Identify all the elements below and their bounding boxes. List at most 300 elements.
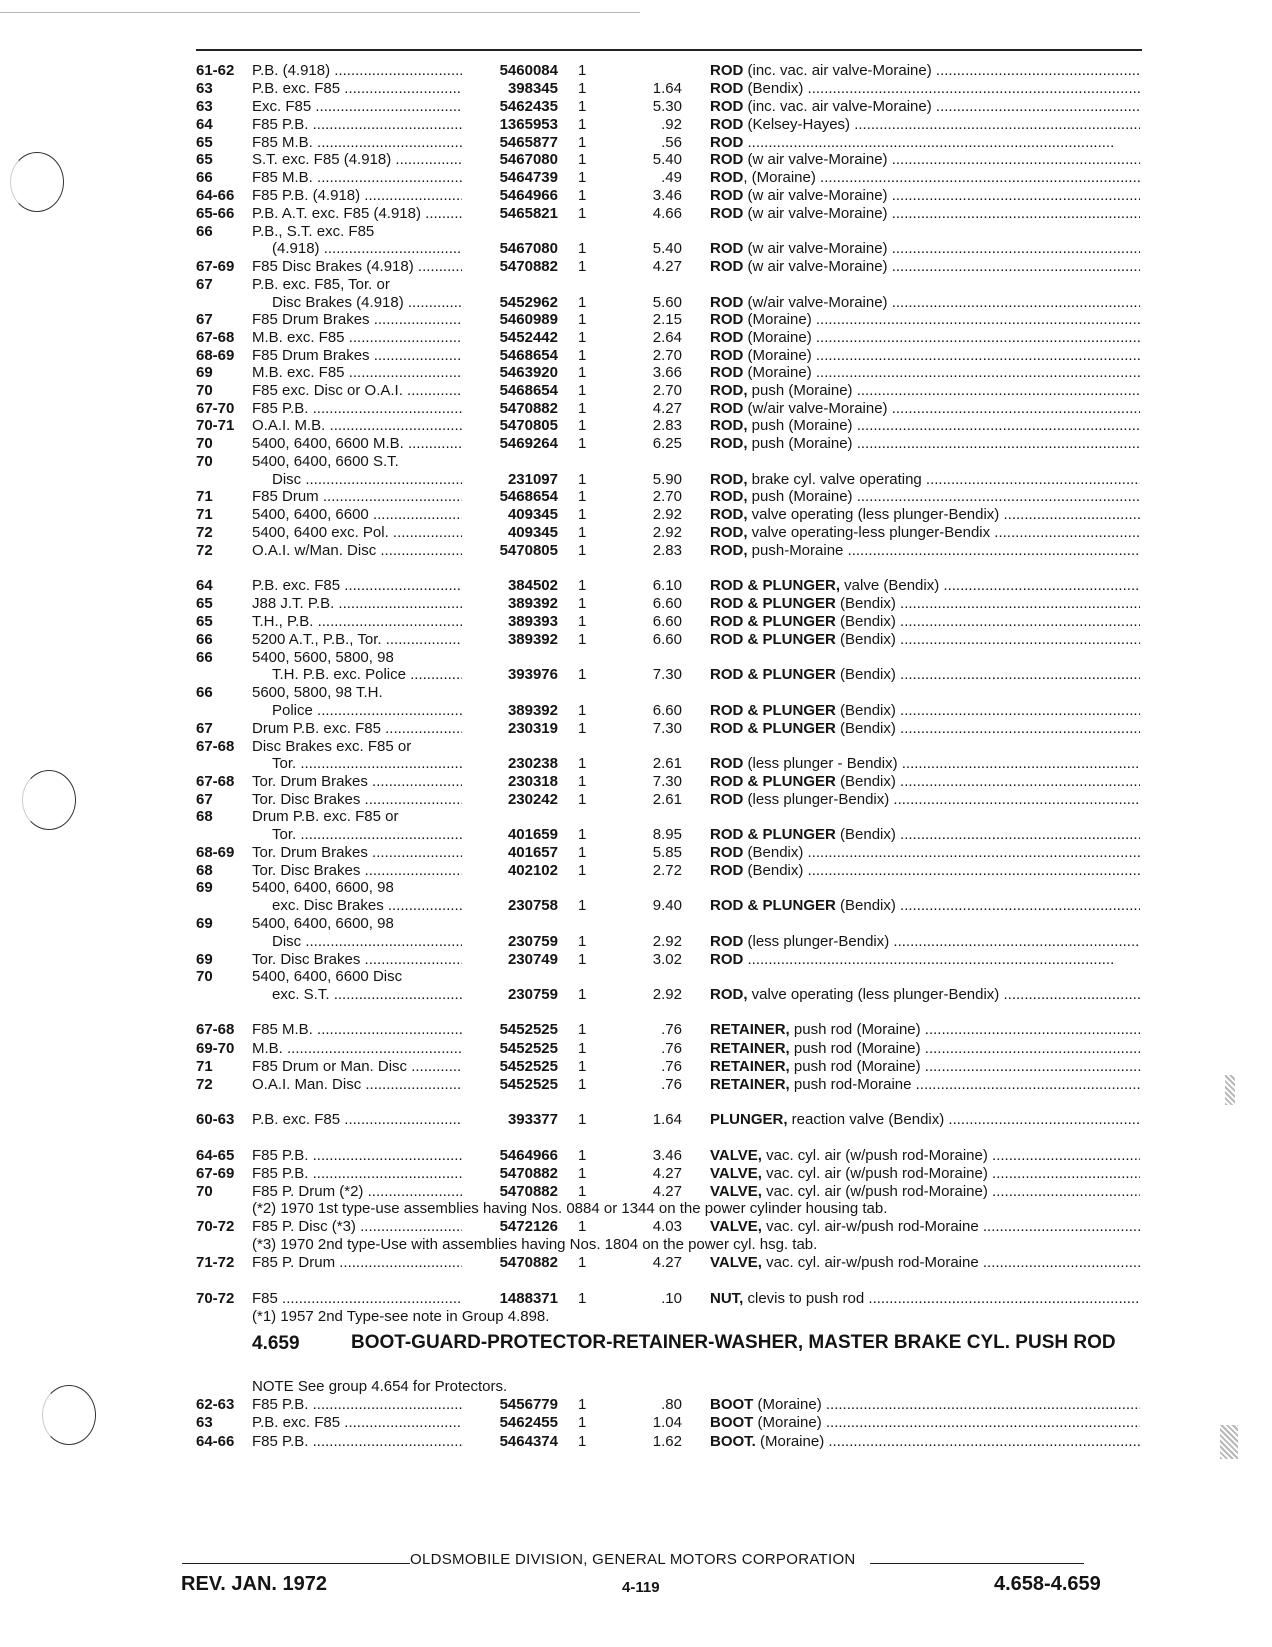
quantity: 1	[578, 134, 587, 151]
price: 3.46	[652, 1147, 682, 1164]
quantity: 1	[578, 702, 587, 719]
part-detail: (Bendix)	[835, 773, 896, 790]
part-number: 230759	[507, 933, 558, 950]
quantity: 1	[578, 1040, 587, 1057]
part-name: ROD	[710, 169, 744, 186]
description	[710, 506, 1140, 525]
quantity: 1	[578, 187, 587, 204]
part-name: ROD & PLUNGER	[710, 826, 836, 843]
model-year: 67-70	[196, 400, 235, 417]
part-number: 5452525	[499, 1021, 558, 1038]
application: F85 P. Disc (*3) .....	[252, 1218, 462, 1237]
application: Disc Brakes exc. F85 or	[252, 738, 412, 755]
part-detail: push rod (Moraine)	[789, 1040, 921, 1057]
application: 5600, 5800, 98 T.H.	[252, 684, 383, 701]
model-year: 67-68	[196, 329, 235, 346]
model-year: 67-69	[196, 1165, 235, 1182]
price: 4.03	[652, 1218, 682, 1235]
price: 8.95	[652, 826, 682, 843]
model-year: 64-66	[196, 187, 235, 204]
scan-speck	[1225, 1075, 1235, 1105]
description	[710, 1183, 1140, 1202]
description	[710, 1290, 1140, 1309]
quantity: 1	[578, 116, 587, 133]
model-year: 66	[196, 684, 213, 701]
price: .76	[661, 1058, 682, 1075]
part-number: 5467080	[499, 240, 558, 257]
part-number: 5452525	[499, 1058, 558, 1075]
part-detail: (Moraine)	[753, 1414, 822, 1431]
description	[710, 1111, 1140, 1130]
description	[710, 1165, 1140, 1184]
footer-rule-right	[870, 1563, 1084, 1564]
part-number: 393976	[507, 666, 558, 683]
part-number: 230759	[507, 986, 558, 1003]
model-year: 68-69	[196, 844, 235, 861]
part-detail: (Bendix)	[835, 720, 896, 737]
price: 9.40	[652, 897, 682, 914]
description	[710, 933, 1140, 952]
description	[710, 791, 1140, 810]
quantity: 1	[578, 347, 587, 364]
model-year: 70-71	[196, 417, 235, 434]
quantity: 1	[578, 933, 587, 950]
part-number: 1488371	[499, 1290, 558, 1307]
application: T.H., P.B. .....	[252, 613, 462, 632]
quantity: 1	[578, 986, 587, 1003]
part-number: 5452962	[499, 294, 558, 311]
model-year: 66	[196, 649, 213, 666]
part-detail: (w air valve-Moraine)	[743, 240, 888, 257]
part-number: 5472126	[499, 1218, 558, 1235]
quantity: 1	[578, 98, 587, 115]
application: O.A.I. M.B. .....	[252, 417, 462, 436]
quantity: 1	[578, 1433, 587, 1450]
part-number: 384502	[507, 577, 558, 594]
application: P.B. exc. F85 .....	[252, 1414, 462, 1433]
price: 4.27	[652, 258, 682, 275]
application: Tor. Disc Brakes .....	[252, 951, 462, 970]
application: P.B. exc. F85, Tor. or	[252, 276, 390, 293]
part-detail: (Bendix)	[835, 826, 896, 843]
price: 1.64	[652, 80, 682, 97]
part-detail: vac. cyl. air (w/push rod-Moraine)	[761, 1165, 988, 1182]
description	[710, 151, 1140, 170]
application: Tor. Disc Brakes .....	[252, 791, 462, 810]
price: 6.25	[652, 435, 682, 452]
quantity: 1	[578, 595, 587, 612]
part-name: ROD,	[710, 471, 748, 488]
part-name: ROD	[710, 62, 744, 79]
description	[710, 169, 1140, 188]
description	[710, 347, 1140, 366]
price: 2.92	[652, 506, 682, 523]
part-detail: valve (Bendix)	[840, 577, 940, 594]
part-number: 5470805	[499, 417, 558, 434]
application: Disc Brakes (4.918) .....	[272, 294, 462, 313]
model-year: 67-69	[196, 258, 235, 275]
part-number: 5452525	[499, 1040, 558, 1057]
part-detail: vac. cyl. air (w/push rod-Moraine)	[761, 1147, 988, 1164]
quantity: 1	[578, 258, 587, 275]
part-detail: (inc. vac. air valve-Moraine)	[743, 98, 932, 115]
part-number: 5465821	[499, 205, 558, 222]
part-name: ROD	[710, 933, 744, 950]
application: P.B. (4.918) .....	[252, 62, 462, 81]
model-year: 69	[196, 364, 213, 381]
price: 3.02	[652, 951, 682, 968]
footnote: (*1) 1957 2nd Type-see note in Group 4.898.	[252, 1308, 550, 1325]
part-detail: (w air valve-Moraine)	[743, 258, 888, 275]
application: exc. S.T. .....	[272, 986, 462, 1005]
scan-artifact-line	[0, 12, 640, 13]
price: 2.61	[652, 791, 682, 808]
part-detail: (Bendix)	[835, 631, 896, 648]
part-name: ROD,	[710, 382, 748, 399]
part-name: ROD & PLUNGER	[710, 666, 836, 683]
application: P.B., S.T. exc. F85	[252, 223, 375, 240]
model-year: 67	[196, 311, 213, 328]
application: Tor. Drum Brakes .....	[252, 844, 462, 863]
part-number: 5464374	[499, 1433, 558, 1450]
model-year: 65	[196, 151, 213, 168]
part-detail: valve operating-less plunger-Bendix	[747, 524, 991, 541]
quantity: 1	[578, 862, 587, 879]
quantity: 1	[578, 364, 587, 381]
price: 6.60	[652, 613, 682, 630]
part-number: 5470882	[499, 1165, 558, 1182]
description	[710, 773, 1140, 792]
part-name: ROD,	[710, 506, 748, 523]
application: M.B. exc. F85 .....	[252, 364, 462, 383]
footer-page-number: 4-119	[622, 1579, 660, 1596]
application: 5400, 6400, 6600 .....	[252, 506, 462, 525]
part-detail: (Moraine)	[743, 329, 812, 346]
price: 7.30	[652, 773, 682, 790]
application: 5400, 6400 exc. Pol. .....	[252, 524, 462, 543]
application: F85 P.B. .....	[252, 400, 462, 419]
footnote: (*2) 1970 1st type-use assemblies having Nos. 0884 or 1344 on the power cylinder housing tab.	[252, 1200, 888, 1217]
part-detail: (Moraine)	[753, 1396, 822, 1413]
price: 1.62	[652, 1433, 682, 1450]
description	[710, 364, 1140, 383]
description	[710, 666, 1140, 685]
part-name: RETAINER,	[710, 1040, 790, 1057]
quantity: 1	[578, 1021, 587, 1038]
part-detail: push (Moraine)	[747, 488, 853, 505]
price: 6.10	[652, 577, 682, 594]
description	[710, 134, 1140, 153]
part-number: 5464966	[499, 1147, 558, 1164]
part-name: ROD & PLUNGER	[710, 631, 836, 648]
application: Drum P.B. exc. F85 .....	[252, 720, 462, 739]
price: 1.64	[652, 1111, 682, 1128]
application: O.A.I. w/Man. Disc .....	[252, 542, 462, 561]
part-name: ROD	[710, 755, 744, 772]
part-detail: clevis to push rod	[743, 1290, 865, 1307]
model-year: 68	[196, 808, 213, 825]
part-number: 5467080	[499, 151, 558, 168]
binder-hole-bottom	[42, 1385, 96, 1445]
application: T.H. P.B. exc. Police .....	[272, 666, 462, 685]
price: .10	[661, 1290, 682, 1307]
part-number: 5464966	[499, 187, 558, 204]
model-year: 71-72	[196, 1254, 235, 1271]
application: Disc .....	[272, 471, 462, 490]
part-detail: (Bendix)	[835, 595, 896, 612]
part-name: ROD	[710, 80, 744, 97]
part-name: ROD	[710, 364, 744, 381]
part-name: ROD & PLUNGER	[710, 720, 836, 737]
model-year: 67	[196, 720, 213, 737]
part-detail: valve operating (less plunger-Bendix)	[747, 986, 1000, 1003]
part-name: VALVE,	[710, 1254, 762, 1271]
description	[710, 400, 1140, 419]
description	[710, 1396, 1140, 1415]
description	[710, 311, 1140, 330]
quantity: 1	[578, 613, 587, 630]
part-number: 5468654	[499, 488, 558, 505]
part-detail: brake cyl. valve operating	[747, 471, 922, 488]
scan-speck	[1220, 1425, 1238, 1459]
part-name: ROD & PLUNGER	[710, 702, 836, 719]
application: F85 Disc Brakes (4.918) .....	[252, 258, 462, 277]
part-detail: (Moraine)	[743, 364, 812, 381]
quantity: 1	[578, 417, 587, 434]
quantity: 1	[578, 1290, 587, 1307]
top-rule	[196, 49, 1142, 51]
description	[710, 417, 1140, 436]
model-year: 65	[196, 613, 213, 630]
part-number: 393377	[507, 1111, 558, 1128]
part-number: 5462455	[499, 1414, 558, 1431]
model-year: 64	[196, 577, 213, 594]
quantity: 1	[578, 1165, 587, 1182]
part-detail: (Moraine)	[743, 311, 812, 328]
part-detail: (Moraine)	[743, 347, 812, 364]
model-year: 64	[196, 116, 213, 133]
description	[710, 80, 1140, 99]
part-name: NUT,	[710, 1290, 744, 1307]
model-year: 70	[196, 1183, 213, 1200]
quantity: 1	[578, 666, 587, 683]
price: 5.40	[652, 240, 682, 257]
part-number: 409345	[507, 506, 558, 523]
quantity: 1	[578, 1254, 587, 1271]
part-detail: push (Moraine)	[747, 382, 853, 399]
model-year: 70	[196, 382, 213, 399]
price: 2.72	[652, 862, 682, 879]
price: 5.40	[652, 151, 682, 168]
part-name: ROD,	[710, 435, 748, 452]
model-year: 67-68	[196, 1021, 235, 1038]
quantity: 1	[578, 542, 587, 559]
part-number: 5464739	[499, 169, 558, 186]
part-detail: push (Moraine)	[747, 435, 853, 452]
application: F85 Drum or Man. Disc .....	[252, 1058, 462, 1077]
quantity: 1	[578, 151, 587, 168]
part-detail: (Bendix)	[743, 862, 804, 879]
quantity: 1	[578, 506, 587, 523]
quantity: 1	[578, 311, 587, 328]
part-number: 230749	[507, 951, 558, 968]
part-number: 231097	[507, 471, 558, 488]
part-name: ROD	[710, 151, 744, 168]
part-name: ROD	[710, 862, 744, 879]
application: Exc. F85 .....	[252, 98, 462, 117]
application: 5200 A.T., P.B., Tor. .....	[252, 631, 462, 650]
part-number: 5469264	[499, 435, 558, 452]
application: F85 P.B. .....	[252, 1396, 462, 1415]
description	[710, 631, 1140, 650]
model-year: 70-72	[196, 1290, 235, 1307]
part-detail: push rod-Moraine	[789, 1076, 912, 1093]
price: 2.70	[652, 382, 682, 399]
model-year: 64-66	[196, 1433, 235, 1450]
model-year: 66	[196, 631, 213, 648]
model-year: 67	[196, 791, 213, 808]
part-detail: vac. cyl. air (w/push rod-Moraine)	[761, 1183, 988, 1200]
part-detail: push rod (Moraine)	[789, 1058, 921, 1075]
footer-division: OLDSMOBILE DIVISION, GENERAL MOTORS CORPORATION	[410, 1551, 856, 1568]
part-name: ROD	[710, 116, 744, 133]
part-number: 230318	[507, 773, 558, 790]
quantity: 1	[578, 294, 587, 311]
model-year: 70	[196, 435, 213, 452]
part-number: 230238	[507, 755, 558, 772]
model-year: 61-62	[196, 62, 235, 79]
part-detail: (w air valve-Moraine)	[743, 205, 888, 222]
part-number: 389392	[507, 631, 558, 648]
part-name: VALVE,	[710, 1218, 762, 1235]
application: F85 P.B. .....	[252, 1433, 462, 1452]
model-year: 65	[196, 595, 213, 612]
application: P.B. exc. F85 .....	[252, 1111, 462, 1130]
description	[710, 702, 1140, 721]
application: exc. Disc Brakes .....	[272, 897, 462, 916]
model-year: 63	[196, 98, 213, 115]
quantity: 1	[578, 62, 587, 79]
description	[710, 294, 1140, 313]
model-year: 70-72	[196, 1218, 235, 1235]
quantity: 1	[578, 1218, 587, 1235]
part-number: 401657	[507, 844, 558, 861]
application: 5400, 6400, 6600, 98	[252, 879, 394, 896]
quantity: 1	[578, 1058, 587, 1075]
description	[710, 1414, 1140, 1433]
model-year: 67-68	[196, 773, 235, 790]
quantity: 1	[578, 169, 587, 186]
application: 5400, 6400, 6600, 98	[252, 915, 394, 932]
footer-rule-left	[182, 1563, 410, 1564]
description	[710, 1058, 1140, 1077]
description	[710, 1147, 1140, 1166]
description	[710, 897, 1140, 916]
part-number: 389392	[507, 595, 558, 612]
part-detail: push-Moraine	[747, 542, 844, 559]
description	[710, 613, 1140, 632]
part-number: 389393	[507, 613, 558, 630]
price: 2.70	[652, 488, 682, 505]
section-number: 4.659	[252, 1333, 300, 1354]
application: J88 J.T. P.B. .....	[252, 595, 462, 614]
quantity: 1	[578, 1076, 587, 1093]
model-year: 72	[196, 542, 213, 559]
description	[710, 1076, 1140, 1095]
part-name: VALVE,	[710, 1183, 762, 1200]
section-note-text: NOTE See group 4.654 for Protectors.	[252, 1378, 508, 1395]
part-number: 1365953	[499, 116, 558, 133]
description	[710, 329, 1140, 348]
application: F85 Drum Brakes .....	[252, 347, 462, 366]
model-year: 71	[196, 488, 213, 505]
description	[710, 720, 1140, 739]
part-number: 5452442	[499, 329, 558, 346]
model-year: 70	[196, 968, 213, 985]
application: 5400, 5600, 5800, 98	[252, 649, 394, 666]
quantity: 1	[578, 791, 587, 808]
part-number: 230758	[507, 897, 558, 914]
application: F85 Drum Brakes .....	[252, 311, 462, 330]
part-name: ROD,	[710, 488, 748, 505]
quantity: 1	[578, 720, 587, 737]
part-number: 5463920	[499, 364, 558, 381]
part-number: 5456779	[499, 1396, 558, 1413]
footnote: (*3) 1970 2nd type-Use with assemblies having Nos. 1804 on the power cyl. hsg. tab.	[252, 1236, 818, 1253]
part-detail: reaction valve (Bendix)	[787, 1111, 945, 1128]
model-year: 72	[196, 524, 213, 541]
part-detail: (Moraine)	[755, 1433, 825, 1450]
model-year: 69	[196, 951, 213, 968]
description	[710, 62, 1140, 81]
application: Disc .....	[272, 933, 462, 952]
description	[710, 240, 1140, 259]
application: Tor. .....	[272, 826, 462, 845]
quantity: 1	[578, 435, 587, 452]
price: 6.60	[652, 595, 682, 612]
part-name: ROD,	[710, 524, 748, 541]
quantity: 1	[578, 488, 587, 505]
model-year: 69	[196, 915, 213, 932]
part-name: ROD	[710, 347, 744, 364]
part-name: ROD	[710, 187, 744, 204]
application: F85 P. Drum (*2) .....	[252, 1183, 462, 1202]
application: M.B. .....	[252, 1040, 462, 1059]
price: .76	[661, 1021, 682, 1038]
part-detail: (Kelsey-Hayes)	[743, 116, 851, 133]
part-number: 5465877	[499, 134, 558, 151]
part-number: 401659	[507, 826, 558, 843]
part-name: ROD	[710, 791, 744, 808]
part-number: 5452525	[499, 1076, 558, 1093]
price: .80	[661, 1396, 682, 1413]
part-name: RETAINER,	[710, 1058, 790, 1075]
description	[710, 862, 1140, 881]
price: 1.04	[652, 1414, 682, 1431]
part-detail: (Bendix)	[743, 80, 804, 97]
price: 7.30	[652, 720, 682, 737]
description	[710, 1254, 1140, 1273]
part-detail: (w air valve-Moraine)	[743, 151, 888, 168]
application: 5400, 6400, 6600 M.B. .....	[252, 435, 462, 454]
description	[710, 187, 1140, 206]
application: O.A.I. Man. Disc .....	[252, 1076, 462, 1095]
model-year: 71	[196, 506, 213, 523]
price: .56	[661, 134, 682, 151]
price: 5.30	[652, 98, 682, 115]
part-detail: (w air valve-Moraine)	[743, 187, 888, 204]
part-detail: valve operating (less plunger-Bendix)	[747, 506, 1000, 523]
